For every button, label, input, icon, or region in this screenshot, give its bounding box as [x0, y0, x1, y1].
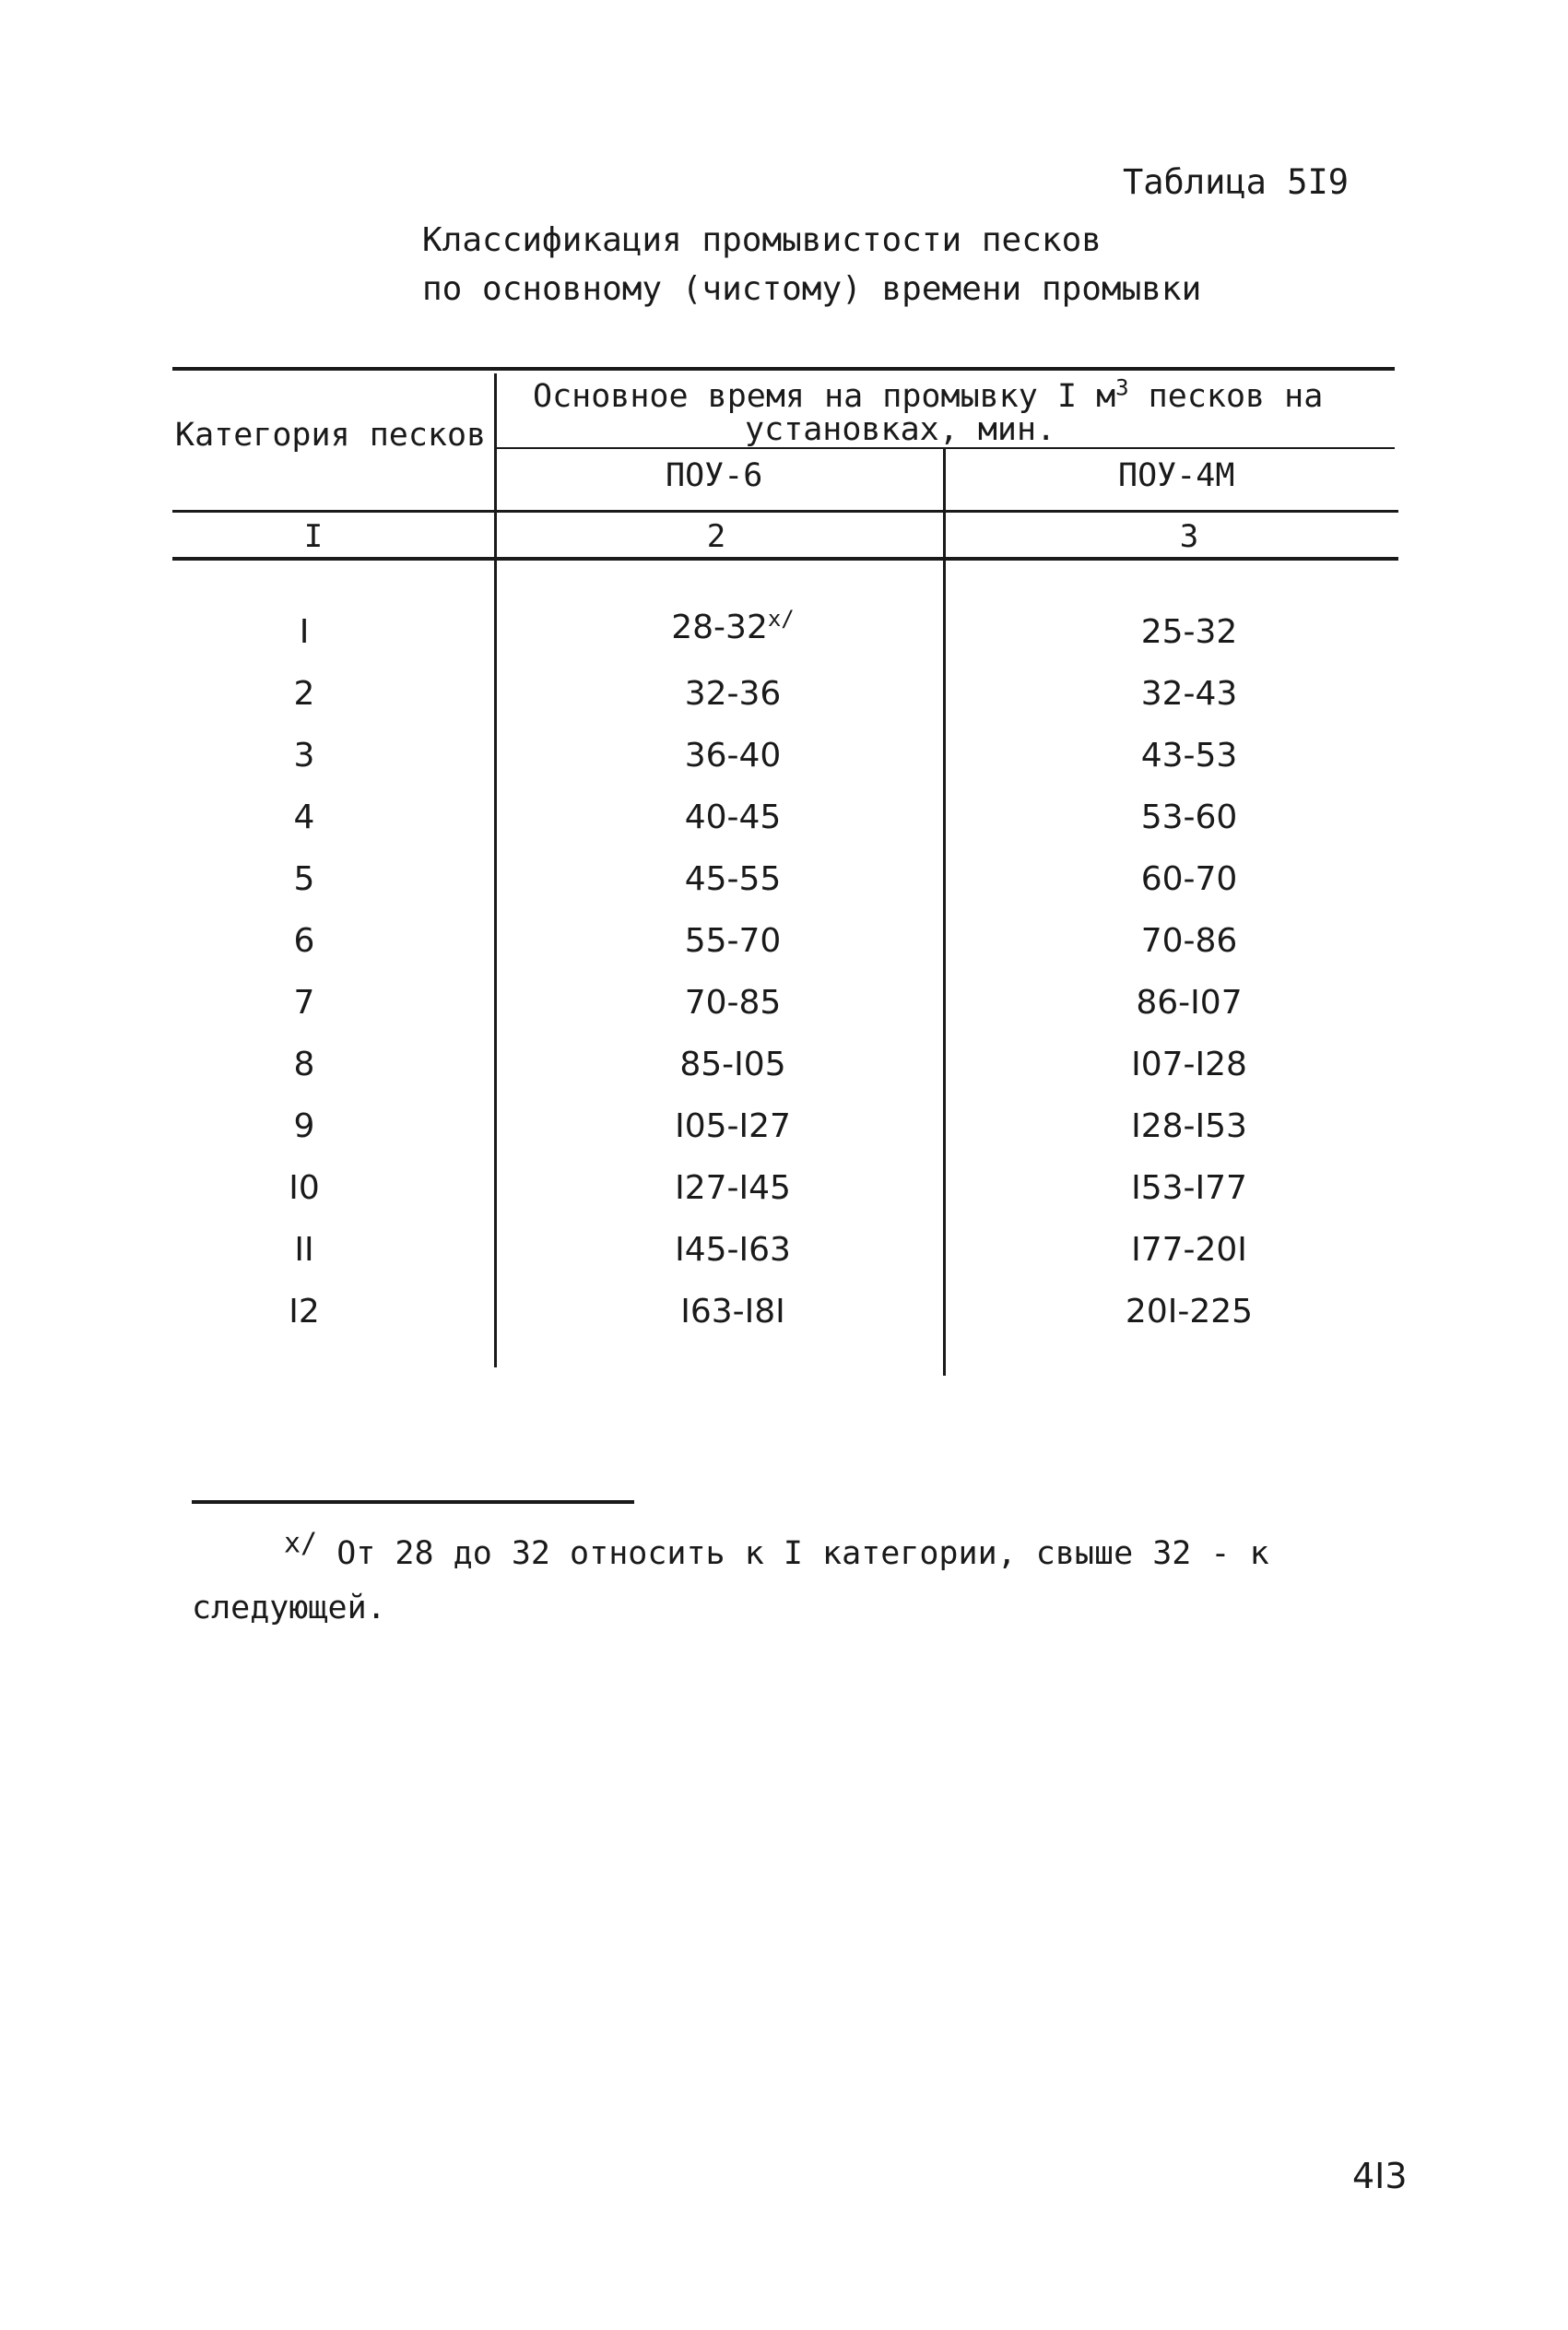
table-cell-pou6: I27-I45 — [675, 1169, 791, 1207]
column-divider-2 — [943, 448, 946, 1376]
header-pou4m: ПОУ-4М — [1118, 457, 1235, 494]
table-cell-category: I2 — [289, 1293, 320, 1331]
table-cell-category: 9 — [293, 1107, 315, 1145]
page-number: 4I3 — [1352, 2156, 1408, 2196]
table-cell-pou4m: 53-60 — [1140, 798, 1238, 836]
table-cell-category: 2 — [293, 675, 315, 713]
table-cell-pou4m: 43-53 — [1140, 737, 1238, 775]
table-cell-category: 6 — [293, 922, 315, 960]
table-cell-pou6: 40-45 — [684, 798, 782, 836]
table-cell-pou6: 55-70 — [684, 922, 782, 960]
table-cell-category: I — [299, 613, 310, 651]
table-cell-pou6: $28-32^{x/}$ — [671, 606, 795, 646]
table-cell-category: I0 — [289, 1169, 320, 1207]
table-cell-pou4m: I77-20I — [1131, 1231, 1247, 1269]
table-title-line1: Классификация промывистости песков — [422, 221, 1102, 259]
table-cell-pou6: 70-85 — [684, 984, 782, 1022]
table-cell-pou6: 32-36 — [684, 675, 782, 713]
table-cell-pou4m: 32-43 — [1140, 675, 1238, 713]
footnote-rule — [192, 1500, 634, 1504]
header-category: Категория песков — [175, 417, 487, 454]
table-cell-category: 4 — [293, 798, 315, 836]
table-cell-pou4m: 25-32 — [1140, 613, 1238, 651]
table-cell-category: 7 — [293, 984, 315, 1022]
column-number-2: 2 — [706, 518, 726, 555]
table-cell-pou6: 36-40 — [684, 737, 782, 775]
column-divider-1 — [494, 373, 497, 1367]
table-cell-pou6: 45-55 — [684, 860, 782, 898]
table-cell-category: 3 — [293, 737, 315, 775]
table-title-line2: по основному (чистому) времени промывки — [422, 270, 1202, 308]
header-bottom-rule — [172, 510, 1398, 513]
table-cell-pou6: I45-I63 — [675, 1231, 791, 1269]
table-number: Таблица 5I9 — [1123, 162, 1350, 202]
table-cell-pou4m: I53-I77 — [1131, 1169, 1247, 1207]
table-cell-pou4m: 70-86 — [1140, 922, 1238, 960]
header-main-line1: Основное время на промывку I $м^3$ песков на — [533, 374, 1324, 415]
header-main-line2: установках, мин. — [745, 411, 1056, 448]
table-cell-category: 8 — [293, 1046, 315, 1083]
table-cell-pou4m: 60-70 — [1140, 860, 1238, 898]
table-cell-pou4m: 86-I07 — [1136, 984, 1243, 1022]
column-number-1: I — [303, 518, 324, 555]
table-cell-pou4m: 20I-225 — [1125, 1293, 1254, 1331]
header-pou6: ПОУ-6 — [666, 457, 763, 494]
table-top-rule — [172, 367, 1395, 371]
table-cell-pou6: 85-I05 — [679, 1046, 786, 1083]
table-cell-pou4m: I07-I28 — [1131, 1046, 1247, 1083]
table-cell-pou6: I63-I8I — [680, 1293, 785, 1331]
footnote-line2: следующей. — [192, 1590, 386, 1626]
table-cell-pou6: I05-I27 — [675, 1107, 791, 1145]
table-cell-category: 5 — [293, 860, 315, 898]
table-cell-pou4m: I28-I53 — [1131, 1107, 1247, 1145]
numbering-bottom-rule — [172, 557, 1398, 561]
column-number-3: 3 — [1179, 518, 1199, 555]
table-cell-category: II — [294, 1231, 314, 1269]
footnote-line1: $^{x/}$ От 28 до 32 относить к I категории, свыше 32 - к — [284, 1527, 1269, 1572]
